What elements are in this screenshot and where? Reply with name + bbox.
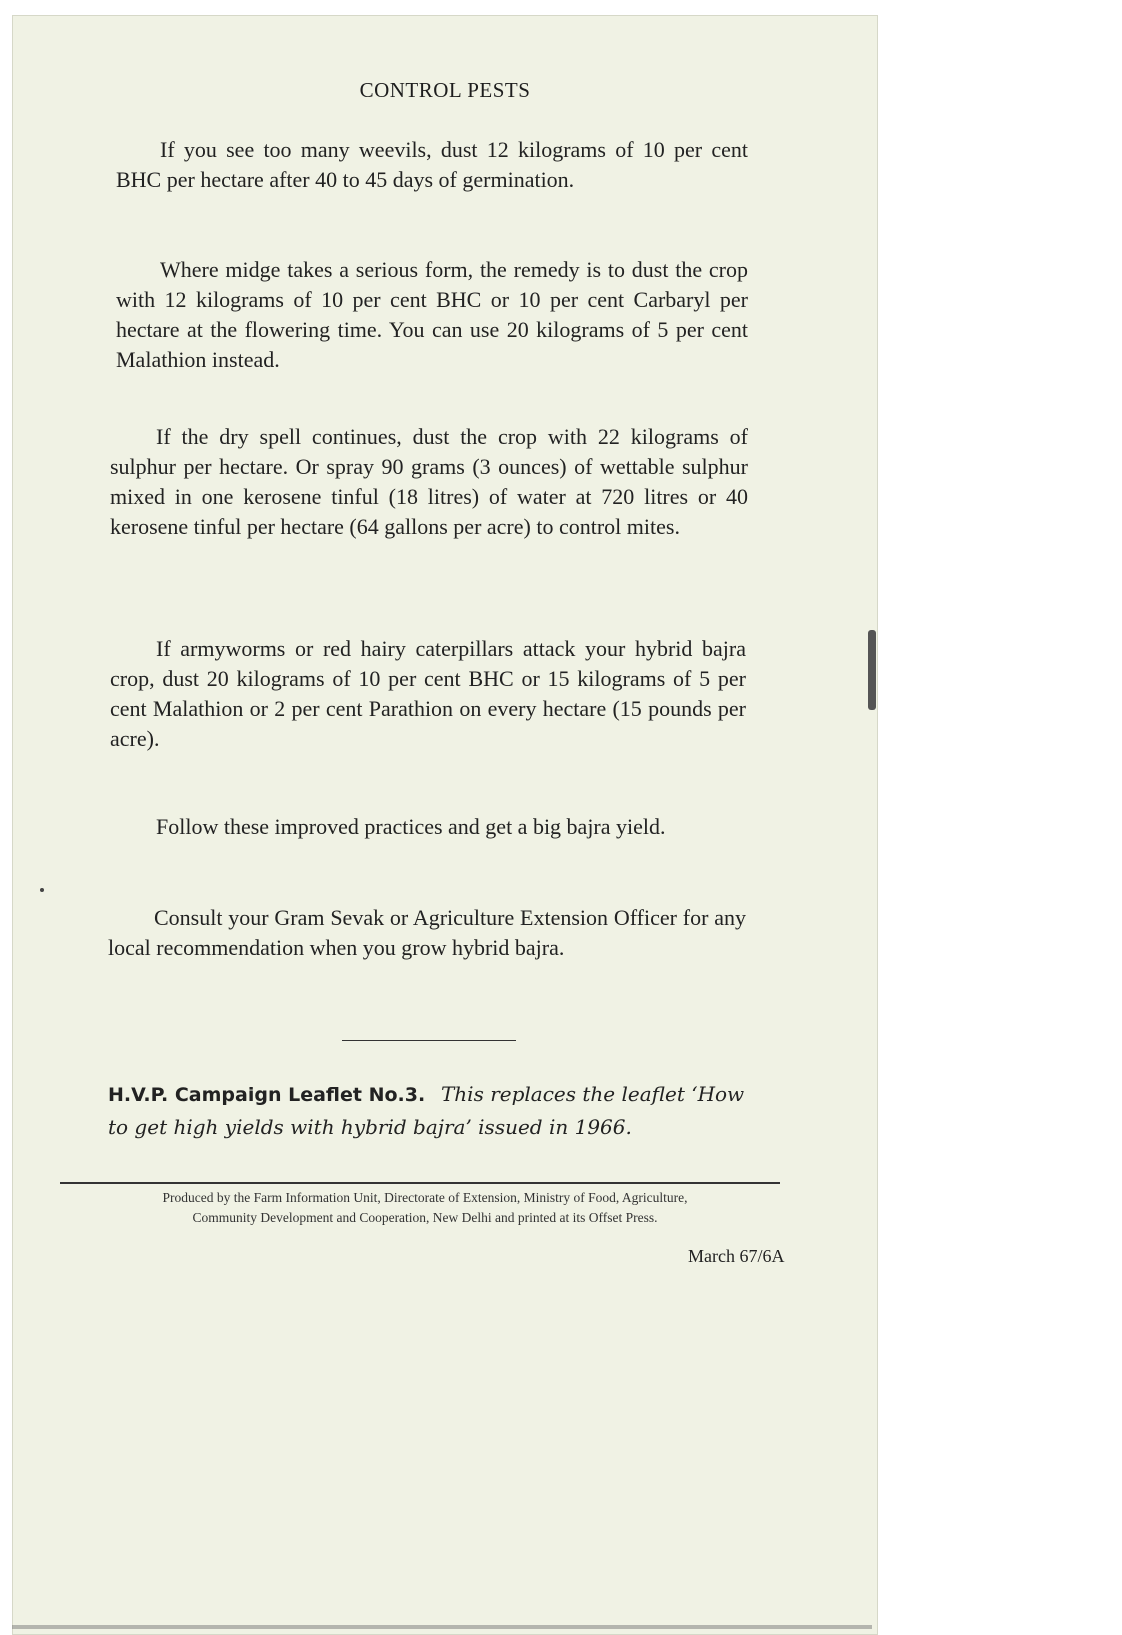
section-divider [342, 1040, 516, 1041]
binding-edge [868, 630, 876, 710]
imprint-block [55, 1188, 795, 1228]
paragraph-mites: If the dry spell continues, dust the crop with 22 kilograms of sulphur per hectare. Or spray 90 grams (3 ounces) of wettable sulphur mixed in one kerosene tinful (18 litres) of water at 720 litres or 40 kerosene tinful per hectare (64 gallons per acre) to control mites. [110, 424, 748, 539]
imprint-line-1: Produced by the Farm Information Unit, Directorate of Extension, Ministry of Food, Agriculture, [162, 1190, 688, 1205]
section-heading: CONTROL PESTS [359, 78, 531, 102]
leaflet-number: H.V.P. Campaign Leaflet No.3. [108, 1084, 426, 1106]
paragraph-follow-practices: Follow these improved practices and get a big bajra yield. [156, 814, 666, 839]
footer-rule [60, 1182, 780, 1184]
replacement-note: This replaces the leaflet ‘How to get high yields with hybrid bajra’ issued in 1966. [108, 1082, 745, 1139]
campaign-note-block [108, 1078, 748, 1143]
paper-speck [40, 888, 44, 892]
paragraph-caterpillars: If armyworms or red hairy caterpillars attack your hybrid bajra crop, dust 20 kilograms of 10 per cent BHC or 15 kilograms of 5 per cent Malathion or 2 per cent Parathion on every hectare (15 pounds per acre). [110, 636, 746, 751]
paragraph-midge: Where midge takes a serious form, the remedy is to dust the crop with 12 kilograms of 10 per cent BHC or 10 per cent Carbaryl per hectare at the flowering time. You can use 20 kilograms of 5 per cent Malathion instead. [116, 257, 748, 372]
paragraph-consult: Consult your Gram Sevak or Agriculture Extension Officer for any local recommendation when you grow hybrid bajra. [108, 905, 746, 960]
page-edge-shadow [12, 1625, 872, 1629]
print-code: March 67/6A [688, 1246, 785, 1266]
paragraph-weevils: If you see too many weevils, dust 12 kilograms of 10 per cent BHC per hectare after 40 to 45 days of germination. [116, 137, 748, 192]
imprint-line-2: Community Development and Cooperation, New Delhi and printed at its Offset Press. [192, 1210, 658, 1225]
